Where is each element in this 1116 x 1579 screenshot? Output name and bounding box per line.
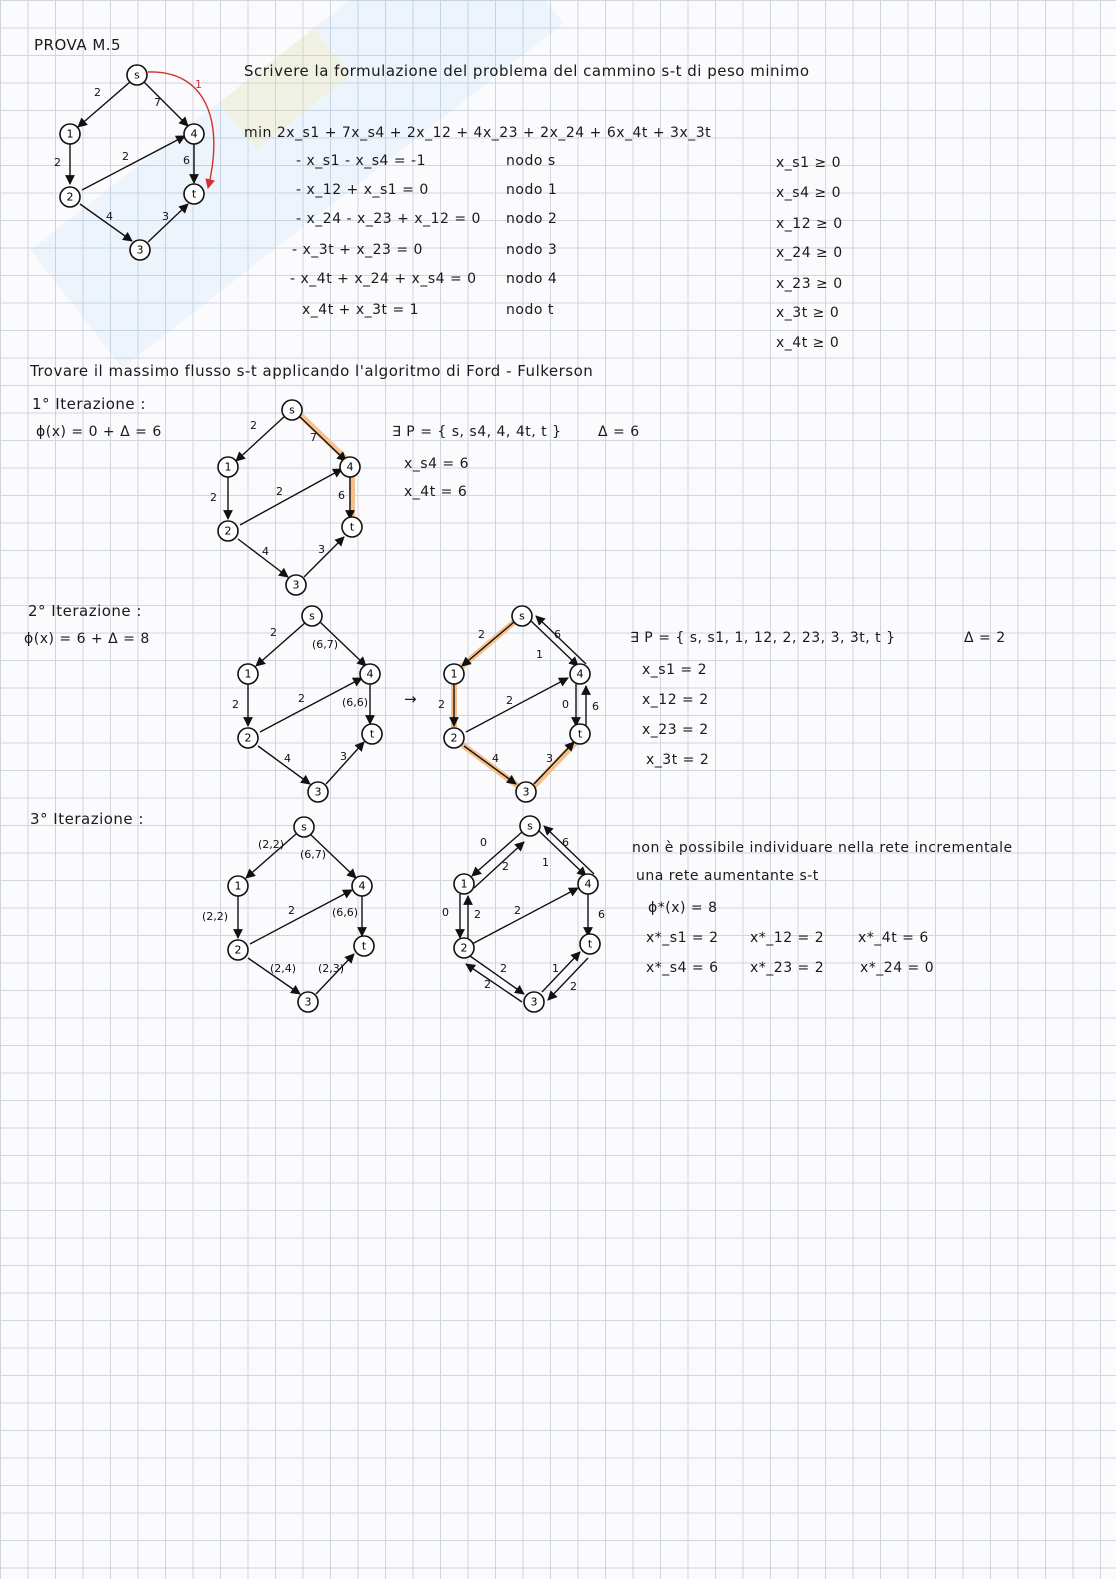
svg-text:2: 2 xyxy=(234,943,242,957)
label-s4-back: 6 xyxy=(562,836,569,849)
label-4t: (6,6) xyxy=(342,696,369,709)
svg-text:3: 3 xyxy=(530,995,538,1009)
label-23: 4 xyxy=(492,752,499,765)
iter2-path: ∃ P = { s, s1, 1, 12, 2, 23, 3, 3t, t } xyxy=(630,630,896,646)
iter2-assign: x_12 = 2 xyxy=(642,692,709,708)
label-s1: (2,2) xyxy=(258,838,285,851)
node-t xyxy=(342,517,362,537)
svg-text:3: 3 xyxy=(314,785,322,799)
label-12-back: 2 xyxy=(474,908,481,921)
label-3t: 3 xyxy=(162,210,169,223)
svg-text:t: t xyxy=(577,727,583,741)
label-s1: 2 xyxy=(478,628,485,641)
svg-text:4: 4 xyxy=(346,460,354,474)
iter2-assign: x_23 = 2 xyxy=(642,722,709,738)
label-3t: 3 xyxy=(340,750,347,763)
node-1 xyxy=(454,874,474,894)
node-2 xyxy=(238,728,258,748)
objective: min 2x_s1 + 7x_s4 + 2x_12 + 4x_23 + 2x_24 + 6x_4t + 3x_3t xyxy=(244,125,712,141)
constraint-expr: - x_4t + x_24 + x_s4 = 0 xyxy=(290,271,477,287)
node-2 xyxy=(444,728,464,748)
label-3t-fwd: 1 xyxy=(552,962,559,975)
part2-question: Trovare il massimo flusso s-t applicando l'algoritmo di Ford - Fulkerson xyxy=(30,362,594,380)
iter1-assign: x_4t = 6 xyxy=(404,484,468,500)
label-24: 2 xyxy=(514,904,521,917)
node-1 xyxy=(238,664,258,684)
node-s xyxy=(512,606,532,626)
label-4t-back: 6 xyxy=(592,700,599,713)
label-s4: (6,7) xyxy=(300,848,327,861)
edge-s4 xyxy=(298,415,346,461)
label-23: (2,4) xyxy=(270,962,297,975)
constraint-expr: - x_24 - x_23 + x_12 = 0 xyxy=(296,211,481,227)
edge-23-back xyxy=(466,964,522,1002)
label-3t: (2,3) xyxy=(318,962,345,975)
svg-text:1: 1 xyxy=(66,127,74,141)
node-4 xyxy=(352,876,372,896)
iter3-solution: x*_12 = 2 xyxy=(750,930,825,946)
node-1 xyxy=(444,664,464,684)
node-t xyxy=(580,934,600,954)
edge-s1 xyxy=(256,622,306,666)
svg-text:s: s xyxy=(527,819,533,833)
graph-iter1 xyxy=(200,395,400,595)
svg-text:4: 4 xyxy=(584,877,592,891)
svg-text:1: 1 xyxy=(244,667,252,681)
svg-text:s: s xyxy=(289,403,295,417)
nonneg: x_s1 ≥ 0 xyxy=(776,155,842,171)
iter2-assign: x_s1 = 2 xyxy=(642,662,708,678)
node-3 xyxy=(516,782,536,802)
label-23: 4 xyxy=(262,545,269,558)
svg-text:t: t xyxy=(369,727,375,741)
edge-3t xyxy=(534,742,574,784)
iter3-conclusion: non è possibile individuare nella rete incrementale xyxy=(632,840,1013,856)
node-t xyxy=(354,936,374,956)
iter1-path: ∃ P = { s, s4, 4, 4t, t } xyxy=(392,424,562,440)
node-4 xyxy=(340,457,360,477)
label-s1: 2 xyxy=(270,626,277,639)
node-t xyxy=(362,724,382,744)
label-24: 2 xyxy=(506,694,513,707)
label-s4-fwd: 1 xyxy=(542,856,549,869)
node-2 xyxy=(218,521,238,541)
svg-text:2: 2 xyxy=(244,731,252,745)
label-24: 2 xyxy=(298,692,305,705)
edge-s4 xyxy=(144,82,188,126)
constraint-node: nodo t xyxy=(506,302,554,318)
edge-3t xyxy=(326,742,364,784)
svg-text:1: 1 xyxy=(460,877,468,891)
node-4 xyxy=(360,664,380,684)
node-3 xyxy=(524,992,544,1012)
edge-24 xyxy=(466,678,568,732)
node-2 xyxy=(454,938,474,958)
node-t xyxy=(184,184,204,204)
label-4t: 6 xyxy=(338,489,345,502)
svg-text:s: s xyxy=(301,820,307,834)
node-3 xyxy=(286,575,306,595)
node-3 xyxy=(308,782,328,802)
edge-24 xyxy=(472,888,578,944)
iter3-solution: x*_s1 = 2 xyxy=(646,930,719,946)
label-3t: 3 xyxy=(546,752,553,765)
constraint-node: nodo 3 xyxy=(506,242,558,258)
label-s4-fwd: 1 xyxy=(536,648,543,661)
svg-text:4: 4 xyxy=(190,127,198,141)
page-title: PROVA M.5 xyxy=(34,36,122,54)
edge-s4-back xyxy=(536,616,586,664)
label-s1-back: 2 xyxy=(502,860,509,873)
label-24: 2 xyxy=(122,150,129,163)
node-4 xyxy=(578,874,598,894)
nonneg: x_3t ≥ 0 xyxy=(776,305,840,321)
constraint-node: nodo 1 xyxy=(506,182,558,198)
svg-text:4: 4 xyxy=(366,667,374,681)
iter3-optimum: ϕ*(x) = 8 xyxy=(648,900,718,916)
nonneg: x_4t ≥ 0 xyxy=(776,335,840,351)
label-23: 4 xyxy=(284,752,291,765)
label-s1-fwd: 0 xyxy=(480,836,487,849)
node-4 xyxy=(570,664,590,684)
iter3-solution: x*_24 = 0 xyxy=(860,960,935,976)
iter2-delta: Δ = 2 xyxy=(964,630,1006,646)
label-12-fwd: 0 xyxy=(442,906,449,919)
iter1-assign: x_s4 = 6 xyxy=(404,456,470,472)
label-4t-fwd: 0 xyxy=(562,698,569,711)
svg-text:3: 3 xyxy=(136,243,144,257)
svg-text:4: 4 xyxy=(358,879,366,893)
svg-text:3: 3 xyxy=(304,995,312,1009)
node-2 xyxy=(60,187,80,207)
iter3-solution: x*_4t = 6 xyxy=(858,930,929,946)
nonneg: x_23 ≥ 0 xyxy=(776,276,843,292)
constraint-node: nodo s xyxy=(506,153,556,169)
label-s4: (6,7) xyxy=(312,638,339,651)
iter2-flow: ϕ(x) = 6 + Δ = 8 xyxy=(24,631,150,647)
edge-s1 xyxy=(462,622,514,666)
label-23-fwd: 2 xyxy=(500,962,507,975)
graph-iter2-left xyxy=(222,602,397,807)
node-t xyxy=(570,724,590,744)
constraint-expr: - x_12 + x_s1 = 0 xyxy=(296,182,429,198)
svg-text:2: 2 xyxy=(450,731,458,745)
svg-text:t: t xyxy=(349,520,355,534)
svg-text:3: 3 xyxy=(292,578,300,592)
node-s xyxy=(302,606,322,626)
svg-text:s: s xyxy=(519,609,525,623)
svg-text:1: 1 xyxy=(234,879,242,893)
graph-problem xyxy=(40,60,240,265)
node-s xyxy=(520,816,540,836)
label-24: 2 xyxy=(288,904,295,917)
iter1-delta: Δ = 6 xyxy=(598,424,640,440)
nonneg: x_24 ≥ 0 xyxy=(776,245,843,261)
label-4t: 6 xyxy=(183,154,190,167)
iter2-assign: x_3t = 2 xyxy=(646,752,710,768)
constraint-expr: - x_3t + x_23 = 0 xyxy=(292,242,423,258)
constraint-expr: x_4t + x_3t = 1 xyxy=(302,302,420,318)
iter3-solution: x*_23 = 2 xyxy=(750,960,825,976)
edge-24 xyxy=(240,469,342,525)
part1-question: Scrivere la formulazione del problema del cammino s-t di peso minimo xyxy=(244,62,810,80)
edge-s1 xyxy=(78,82,130,127)
node-2 xyxy=(228,940,248,960)
node-1 xyxy=(218,457,238,477)
label-12: 2 xyxy=(210,491,217,504)
label-12: (2,2) xyxy=(202,910,229,923)
iter1-flow: ϕ(x) = 0 + Δ = 6 xyxy=(36,424,162,440)
graph-iter3-left xyxy=(200,812,400,1017)
label-4t: (6,6) xyxy=(332,906,359,919)
edge-24 xyxy=(82,136,185,190)
node-s xyxy=(282,400,302,420)
label-3t-back: 2 xyxy=(570,980,577,993)
iter3-conclusion: una rete aumentante s-t xyxy=(636,868,819,884)
label-s4: 7 xyxy=(310,431,317,444)
iter2-arrow: → xyxy=(404,690,418,708)
svg-text:1: 1 xyxy=(450,667,458,681)
label-s4: 7 xyxy=(154,96,161,109)
label-st: 1 xyxy=(195,78,202,91)
constraint-node: nodo 2 xyxy=(506,211,558,227)
label-s1: 2 xyxy=(94,86,101,99)
svg-text:2: 2 xyxy=(460,941,468,955)
label-23-back: 2 xyxy=(484,978,491,991)
svg-text:t: t xyxy=(191,187,197,201)
node-4 xyxy=(184,124,204,144)
label-s4-back: 6 xyxy=(554,628,561,641)
node-s xyxy=(294,817,314,837)
svg-text:t: t xyxy=(361,939,367,953)
edge-s1 xyxy=(236,415,286,461)
svg-text:t: t xyxy=(587,937,593,951)
svg-text:s: s xyxy=(309,609,315,623)
node-1 xyxy=(60,124,80,144)
label-12: 2 xyxy=(438,698,445,711)
label-3t: 3 xyxy=(318,543,325,556)
svg-text:1: 1 xyxy=(224,460,232,474)
iter3-title: 3° Iterazione : xyxy=(30,810,144,828)
node-3 xyxy=(130,240,150,260)
svg-text:s: s xyxy=(134,68,140,82)
nonneg: x_12 ≥ 0 xyxy=(776,216,843,232)
svg-text:3: 3 xyxy=(522,785,530,799)
iter3-solution: x*_s4 = 6 xyxy=(646,960,719,976)
label-s1: 2 xyxy=(250,419,257,432)
label-12: 2 xyxy=(232,698,239,711)
label-12: 2 xyxy=(54,156,61,169)
node-3 xyxy=(298,992,318,1012)
edge-23 xyxy=(464,746,516,784)
label-24: 2 xyxy=(276,485,283,498)
graph-iter2-right xyxy=(430,602,610,807)
node-s xyxy=(127,65,147,85)
label-23: 4 xyxy=(106,210,113,223)
label-4t: 6 xyxy=(598,908,605,921)
node-1 xyxy=(228,876,248,896)
edge-23-fwd xyxy=(470,956,524,994)
graph-iter3-right xyxy=(430,812,620,1017)
iter1-title: 1° Iterazione : xyxy=(32,395,146,413)
constraint-expr: - x_s1 - x_s4 = -1 xyxy=(296,153,427,169)
nonneg: x_s4 ≥ 0 xyxy=(776,185,842,201)
svg-text:2: 2 xyxy=(224,524,232,538)
iter2-title: 2° Iterazione : xyxy=(28,602,142,620)
constraint-node: nodo 4 xyxy=(506,271,558,287)
svg-text:2: 2 xyxy=(66,190,74,204)
edge-s4-back xyxy=(544,826,594,874)
svg-text:4: 4 xyxy=(576,667,584,681)
